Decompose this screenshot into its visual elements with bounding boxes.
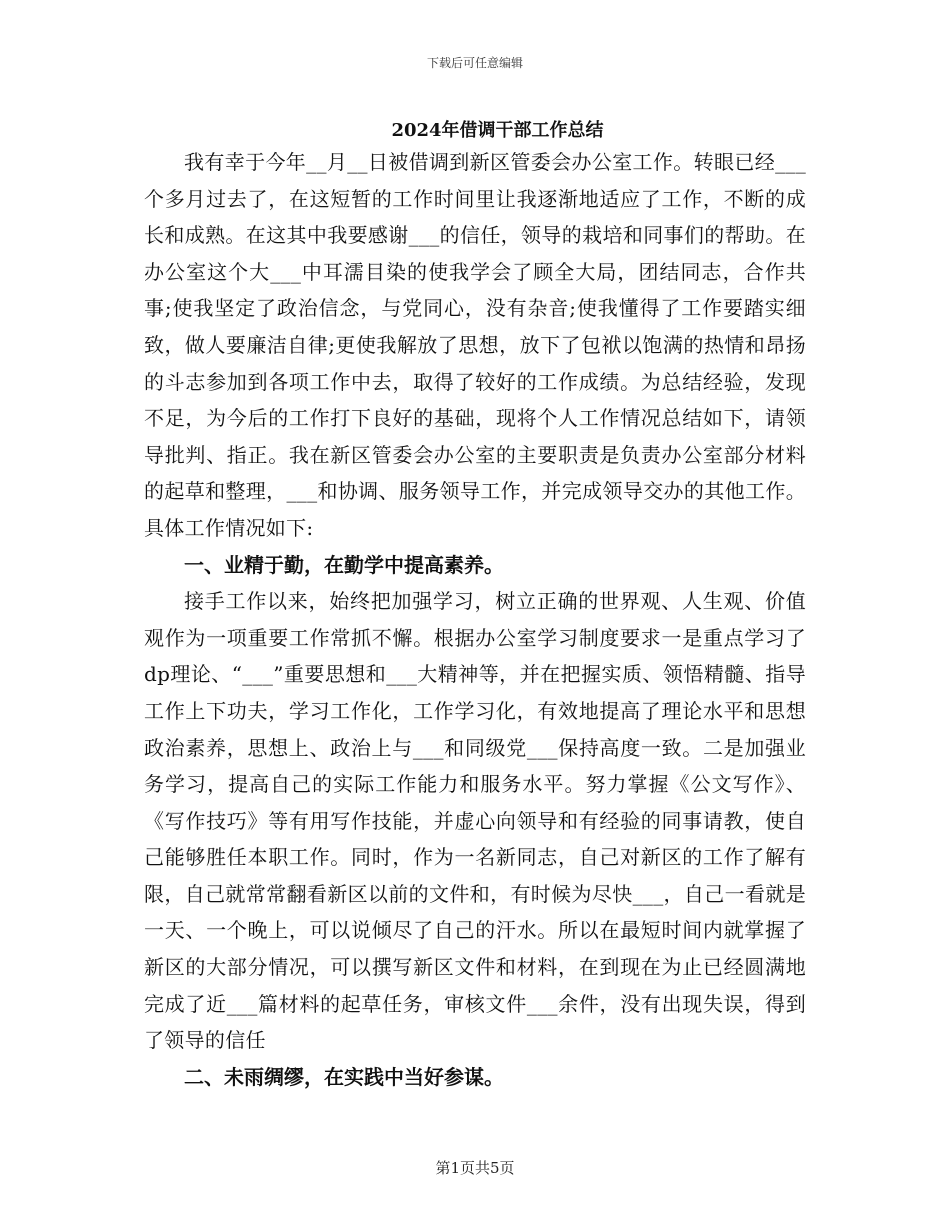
section-heading-1: 一、业精于勤，在勤学中提高素养。	[184, 552, 504, 577]
section-1-paragraph: 接手工作以来，始终把加强学习，树立正确的世界观、人生观、价值观作为一项重要工作常抓不懈。根据办公室学习制度要求一是重点学习了dp理论、“___”重要思想和___大精神等，并在把握实质、领悟精髓、指导工作上下功夫，学习工作化，工作学习化，有效地提高了理论水平和思想政治素养，思想上、政治上与___和同级党___保持高度一致。二是加强业务学习，提高自己的实际工作能力和服务水平。努力掌握《公文写作》、《写作技巧》等有用写作技能，并虚心向领导和有经验的同事请教，使自己能够胜任本职工作。同时，作为一名新同志，自己对新区的工作了解有限，自己就常常翻看新区以前的文件和，有时候为尽快___，自己一看就是一天、一个晚上，可以说倾尽了自己的汗水。所以在最短时间内就掌握了新区的大部分情况，可以撰写新区文件和材料，在到现在为止已经圆满地完成了近___篇材料的起草任务，审核文件___余件，没有出现失误，得到了领导的信任	[144, 589, 806, 1053]
section-heading-2: 二、未雨绸缪，在实践中当好参谋。	[184, 1064, 504, 1089]
document-title: 2024年借调干部工作总结	[391, 120, 604, 141]
header-note: 下载后可任意编辑	[426, 56, 523, 70]
document-body	[144, 144, 806, 1095]
intro-paragraph: 我有幸于今年__月__日被借调到新区管委会办公室工作。转眼已经___个多月过去了，在这短暂的工作时间里让我逐渐地适应了工作，不断的成长和成熟。在这其中我要感谢___的信任，领导的栽培和同事们的帮助。在办公室这个大___中耳濡目染的使我学会了顾全大局，团结同志，合作共事;使我坚定了政治信念，与党同心，没有杂音;使我懂得了工作要踏实细致，做人要廉洁自律;更使我解放了思想，放下了包袱以饱满的热情和昂扬的斗志参加到各项工作中去，取得了较好的工作成绩。为总结经验，发现不足，为今后的工作打下良好的基础，现将个人工作情况总结如下，请领导批判、指正。我在新区管委会办公室的主要职责是负责办公室部分材料的起草和整理，___和协调、服务领导工作，并完成领导交办的其他工作。具体工作情况如下:	[144, 150, 806, 540]
page-number: 第1页共5页	[435, 1159, 515, 1177]
